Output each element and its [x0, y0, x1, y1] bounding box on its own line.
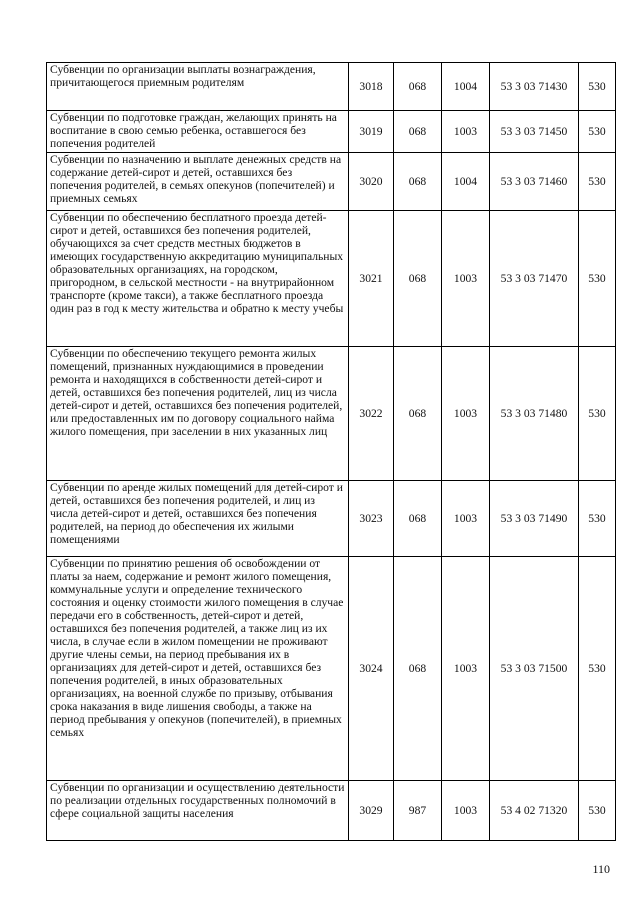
- row-name: Субвенции по обеспечению текущего ремонта жилых помещений, признанных нуждающимися в проведении ремонта и находящихся в собственности детей-сирот и детей, оставшихся без попечения родителей, лиц из числа детей-сирот и детей, оставшихся без попечения родителей, или предоставленных им по договору социального найма жилого помещения, при заселении в них указанных лиц: [47, 347, 349, 481]
- row-expense-code: 530: [579, 153, 616, 211]
- row-code: 3021: [349, 211, 394, 347]
- row-code: 3024: [349, 557, 394, 781]
- row-code: 3018: [349, 63, 394, 111]
- row-code: 3019: [349, 111, 394, 153]
- row-admin-code: 068: [394, 557, 442, 781]
- row-target-code: 53 4 02 71320: [490, 781, 579, 841]
- row-admin-code: 068: [394, 63, 442, 111]
- row-expense-code: 530: [579, 211, 616, 347]
- page-number: 110: [592, 862, 610, 876]
- row-section-code: 1004: [442, 153, 490, 211]
- row-admin-code: 987: [394, 781, 442, 841]
- row-admin-code: 068: [394, 111, 442, 153]
- row-section-code: 1003: [442, 111, 490, 153]
- row-name: Субвенции по подготовке граждан, желающих принять на воспитание в свою семью ребенка, оставшегося без попечения родителей: [47, 111, 349, 153]
- row-target-code: 53 3 03 71500: [490, 557, 579, 781]
- row-name: Субвенции по организации и осуществлению деятельности по реализации отдельных государственных полномочий в сфере социальной защиты населения: [47, 781, 349, 841]
- row-target-code: 53 3 03 71460: [490, 153, 579, 211]
- row-name: Субвенции по аренде жилых помещений для детей-сирот и детей, оставшихся без попечения родителей, и лиц из числа детей-сирот и детей, оставшихся без попечения родителей, на период до обеспечения их жилыми помещениями: [47, 481, 349, 557]
- row-target-code: 53 3 03 71450: [490, 111, 579, 153]
- table-row: [47, 347, 616, 481]
- table-row: [47, 481, 616, 557]
- row-name: Субвенции по организации выплаты вознаграждения, причитающегося приемным родителям: [47, 63, 349, 111]
- row-admin-code: 068: [394, 481, 442, 557]
- row-section-code: 1004: [442, 63, 490, 111]
- row-target-code: 53 3 03 71430: [490, 63, 579, 111]
- subventions-table: [46, 62, 616, 841]
- row-expense-code: 530: [579, 481, 616, 557]
- row-code: 3022: [349, 347, 394, 481]
- row-section-code: 1003: [442, 481, 490, 557]
- table-row: [47, 111, 616, 153]
- row-expense-code: 530: [579, 557, 616, 781]
- row-name: Субвенции по назначению и выплате денежных средств на содержание детей-сирот и детей, оставшихся без попечения родителей, в семьях опекунов (попечителей) и приемных семьях: [47, 153, 349, 211]
- table-row: [47, 153, 616, 211]
- row-target-code: 53 3 03 71470: [490, 211, 579, 347]
- row-admin-code: 068: [394, 211, 442, 347]
- row-code: 3029: [349, 781, 394, 841]
- table-row: [47, 211, 616, 347]
- row-code: 3023: [349, 481, 394, 557]
- row-section-code: 1003: [442, 211, 490, 347]
- table-row: [47, 63, 616, 111]
- row-expense-code: 530: [579, 63, 616, 111]
- row-admin-code: 068: [394, 153, 442, 211]
- document-page: [46, 62, 615, 841]
- row-expense-code: 530: [579, 111, 616, 153]
- row-target-code: 53 3 03 71490: [490, 481, 579, 557]
- row-admin-code: 068: [394, 347, 442, 481]
- table-row: [47, 781, 616, 841]
- row-code: 3020: [349, 153, 394, 211]
- row-name: Субвенции по принятию решения об освобождении от платы за наем, содержание и ремонт жилого помещения, коммунальные услуги и определение технического состояния и оценку стоимости жилого помещения в случае передачи его в собственность, детей-сирот и детей, оставшихся без попечения родителей, а также лиц из их числа, в случае если в жилом помещении не проживают другие члены семьи, на период пребывания их в организациях для детей-сирот и детей, оставшихся без попечения родителей, в иных образовательных организациях, на военной службе по призыву, отбывания срока наказания в виде лишения свободы, а также на период пребывания у опекунов (попечителей), в приемных семьях: [47, 557, 349, 781]
- table-row: [47, 557, 616, 781]
- row-section-code: 1003: [442, 781, 490, 841]
- row-expense-code: 530: [579, 781, 616, 841]
- row-name: Субвенции по обеспечению бесплатного проезда детей-сирот и детей, оставшихся без попечения родителей, обучающихся за счет средств местных бюджетов в имеющих государственную аккредитацию муниципальных образовательных организациях, на городском, пригородном, в сельской местности - на внутрирайонном транспорте (кроме такси), а также бесплатного проезда один раз в год к месту жительства и обратно к месту учебы: [47, 211, 349, 347]
- row-section-code: 1003: [442, 347, 490, 481]
- row-section-code: 1003: [442, 557, 490, 781]
- row-expense-code: 530: [579, 347, 616, 481]
- row-target-code: 53 3 03 71480: [490, 347, 579, 481]
